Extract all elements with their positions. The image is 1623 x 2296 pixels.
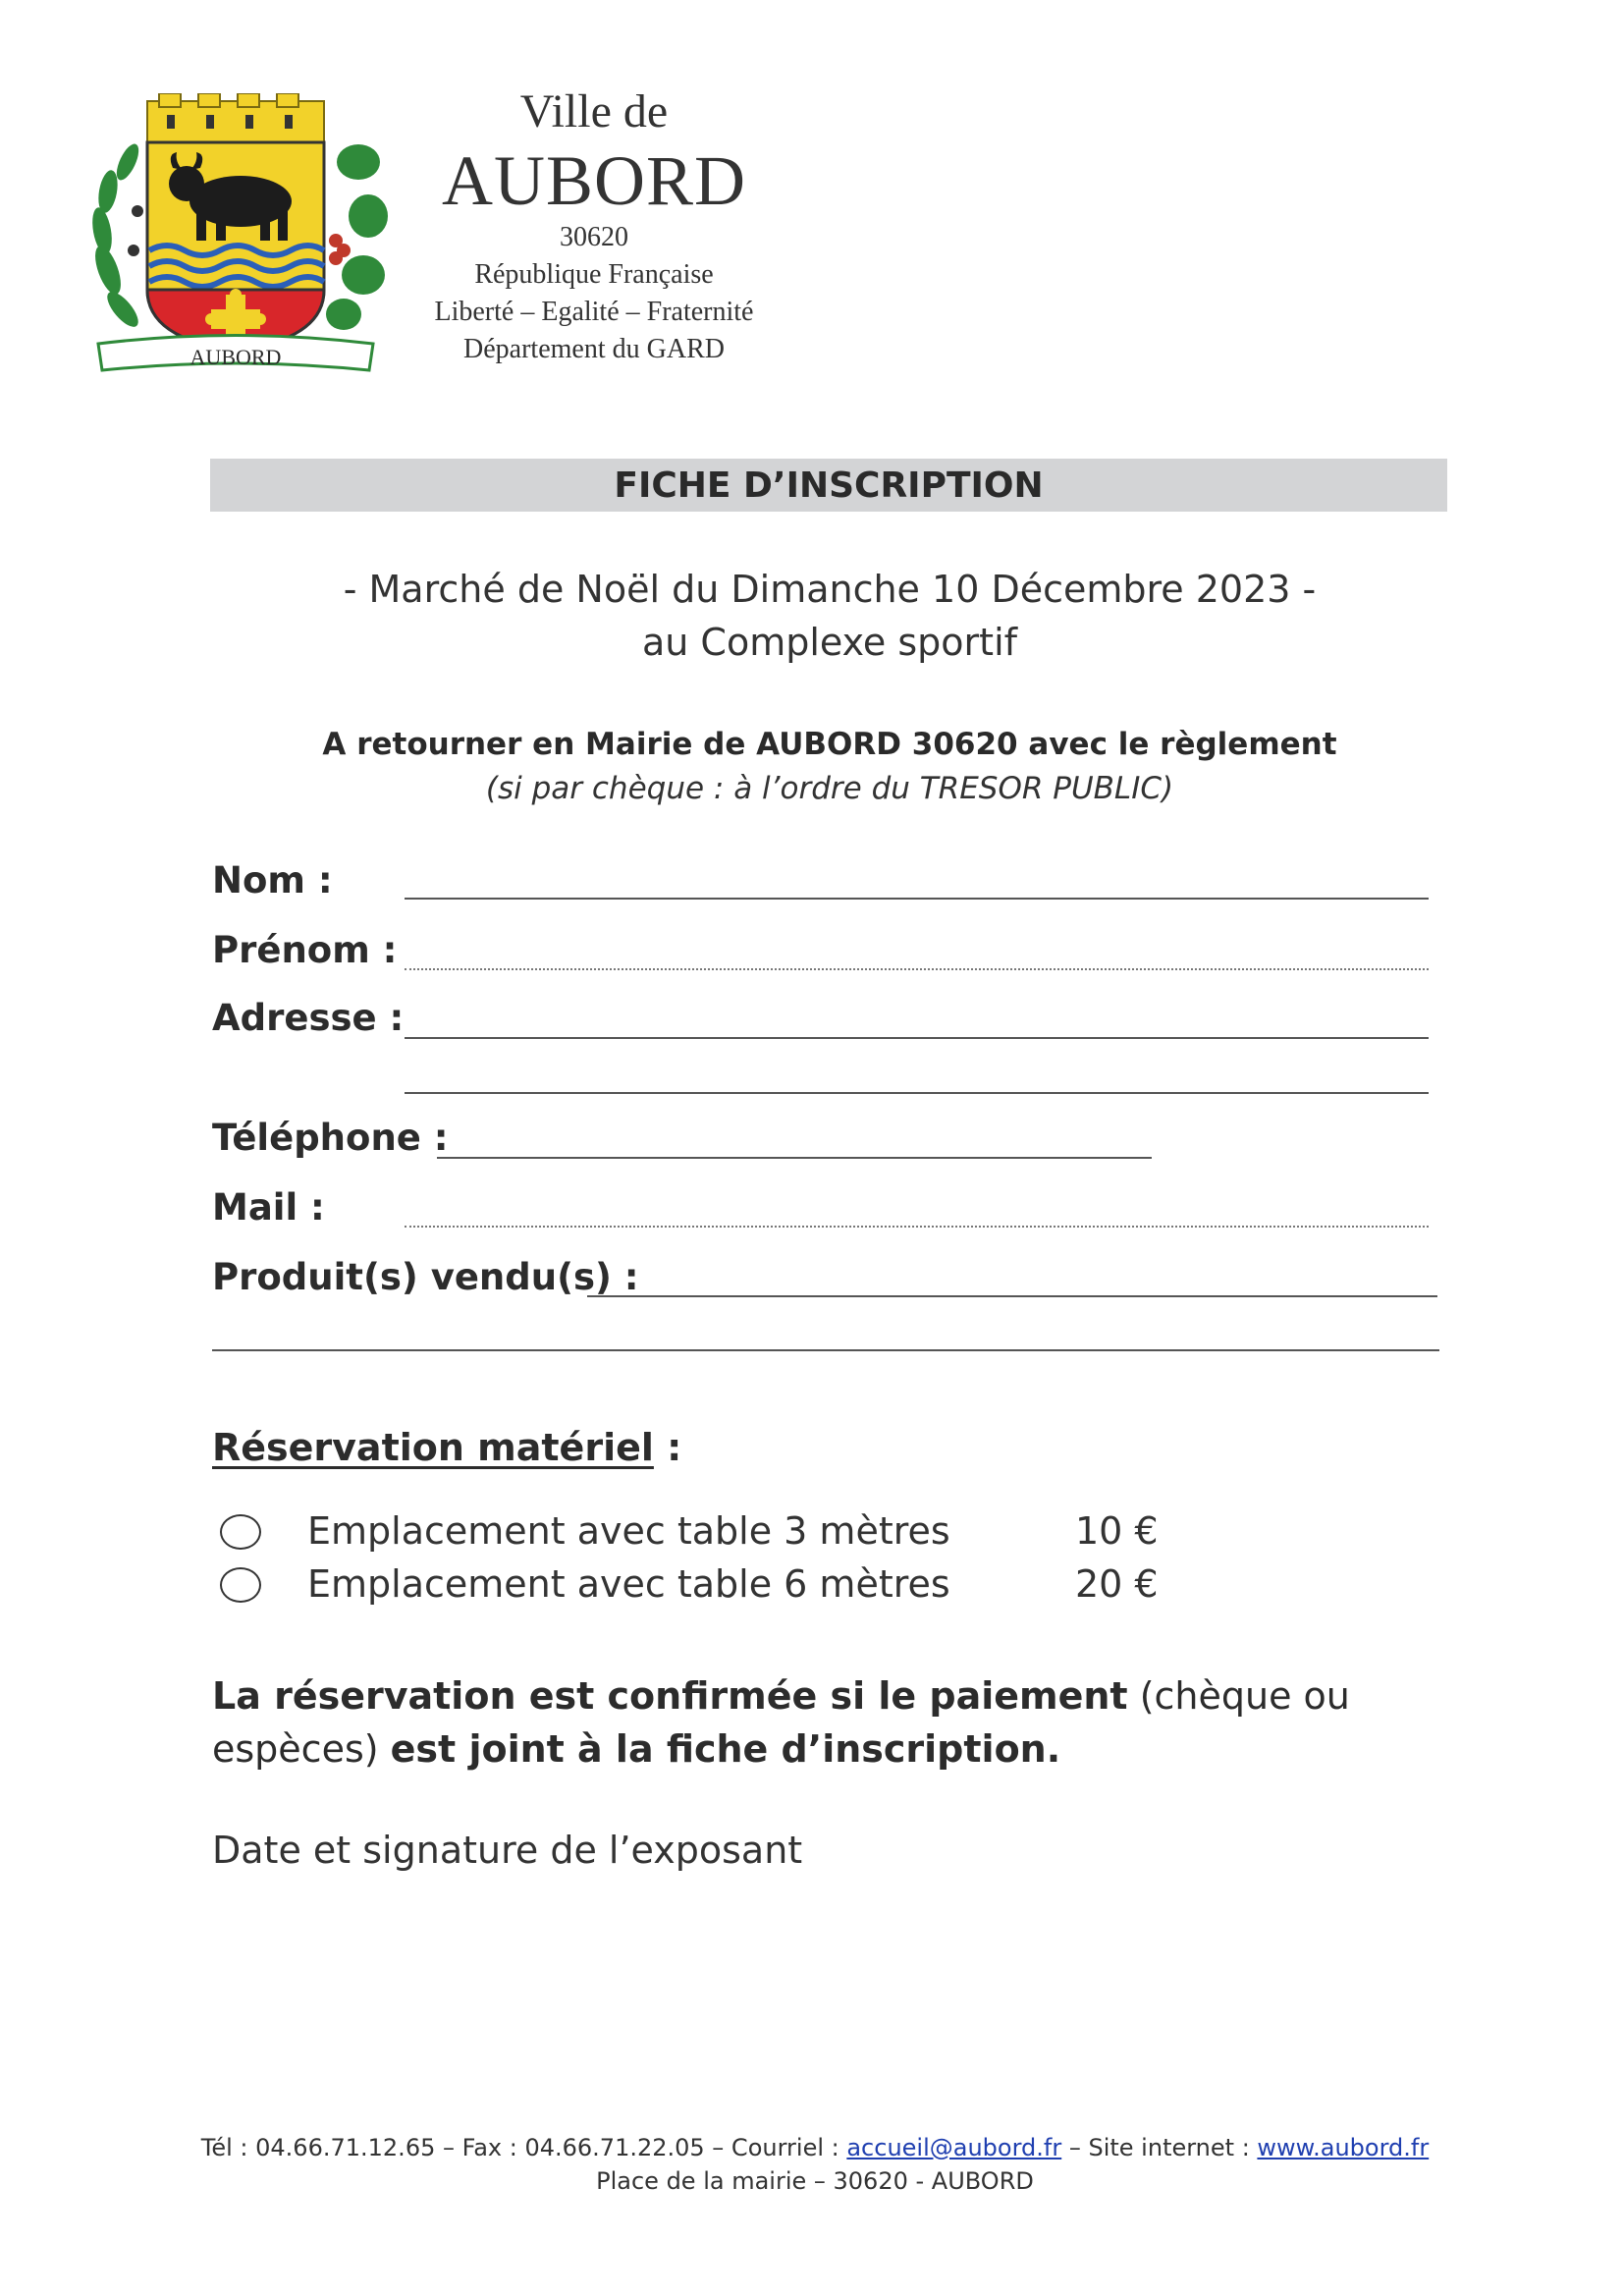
reservation-heading xyxy=(212,1426,681,1469)
header-ville: Ville de xyxy=(519,85,669,137)
footer-contact-prefix: Tél : 04.66.71.12.65 – Fax : 04.66.71.22.05 – Courriel : xyxy=(200,2134,847,2161)
footer-site-prefix: – Site internet : xyxy=(1061,2134,1258,2161)
mail-field[interactable] xyxy=(405,1226,1429,1228)
footer-contact xyxy=(147,2134,1483,2161)
nom-field[interactable] xyxy=(405,898,1429,900)
reservation-heading-text: Réservation matériel xyxy=(212,1426,654,1469)
produits-field[interactable] xyxy=(587,1295,1437,1297)
footer-site-link[interactable]: www.aubord.fr xyxy=(1257,2134,1430,2161)
adresse-field-line-2[interactable] xyxy=(405,1092,1429,1094)
prenom-field[interactable] xyxy=(405,968,1429,970)
option-6m-price: 20 € xyxy=(1075,1562,1159,1606)
footer-email-link[interactable]: accueil@aubord.fr xyxy=(846,2134,1062,2161)
header-devise: Liberté – Egalité – Fraternité xyxy=(434,297,754,327)
event-line-1: - Marché de Noël du Dimanche 10 Décembre 2023 - xyxy=(343,568,1317,611)
confirmation-bold-1: La réservation est confirmée si le paiement xyxy=(212,1674,1128,1718)
event-line-2: au Complexe sportif xyxy=(641,621,1018,664)
produits-field-line-2[interactable] xyxy=(212,1349,1439,1351)
option-3m-radio[interactable] xyxy=(220,1514,261,1550)
option-3m-price: 10 € xyxy=(1075,1509,1159,1553)
signature-label: Date et signature de l’exposant xyxy=(212,1829,803,1872)
option-3m-label: Emplacement avec table 3 mètres xyxy=(307,1509,950,1553)
produits-label: Produit(s) vendu(s) : xyxy=(212,1256,639,1298)
page-title: FICHE D’INSCRIPTION xyxy=(614,465,1044,506)
return-instructions-sub: (si par chèque : à l’ordre du TRESOR PUBLIC) xyxy=(485,771,1174,806)
confirmation-bold-2: est joint à la fiche d’inscription. xyxy=(390,1727,1061,1771)
return-instructions: A retourner en Mairie de AUBORD 30620 avec le règlement xyxy=(322,727,1337,762)
vine-branch-icon xyxy=(326,144,388,330)
header-postal-code: 30620 xyxy=(560,222,628,252)
adresse-field[interactable] xyxy=(405,1037,1429,1039)
mail-label: Mail : xyxy=(212,1186,325,1229)
header-departement: Département du GARD xyxy=(463,334,725,364)
telephone-field[interactable] xyxy=(437,1157,1152,1159)
option-6m-radio[interactable] xyxy=(220,1567,261,1603)
confirmation-note xyxy=(212,1669,1469,1776)
laurel-branch-icon xyxy=(89,140,143,331)
city-crest-logo xyxy=(79,93,393,388)
prenom-label: Prénom : xyxy=(212,929,398,971)
option-6m-label: Emplacement avec table 6 mètres xyxy=(307,1562,950,1606)
footer-address: Place de la mairie – 30620 - AUBORD xyxy=(596,2167,1034,2195)
nom-label: Nom : xyxy=(212,859,333,902)
header-republique: République Française xyxy=(474,259,714,290)
adresse-label: Adresse : xyxy=(212,997,405,1039)
confirmation-normal: (chèque ou espèces) xyxy=(212,1674,1350,1771)
crest-banner-text: AUBORD xyxy=(189,345,282,369)
header-city-name: AUBORD xyxy=(441,141,747,220)
title-band xyxy=(210,459,1447,512)
telephone-label: Téléphone : xyxy=(212,1117,449,1159)
reservation-heading-colon: : xyxy=(653,1426,682,1469)
